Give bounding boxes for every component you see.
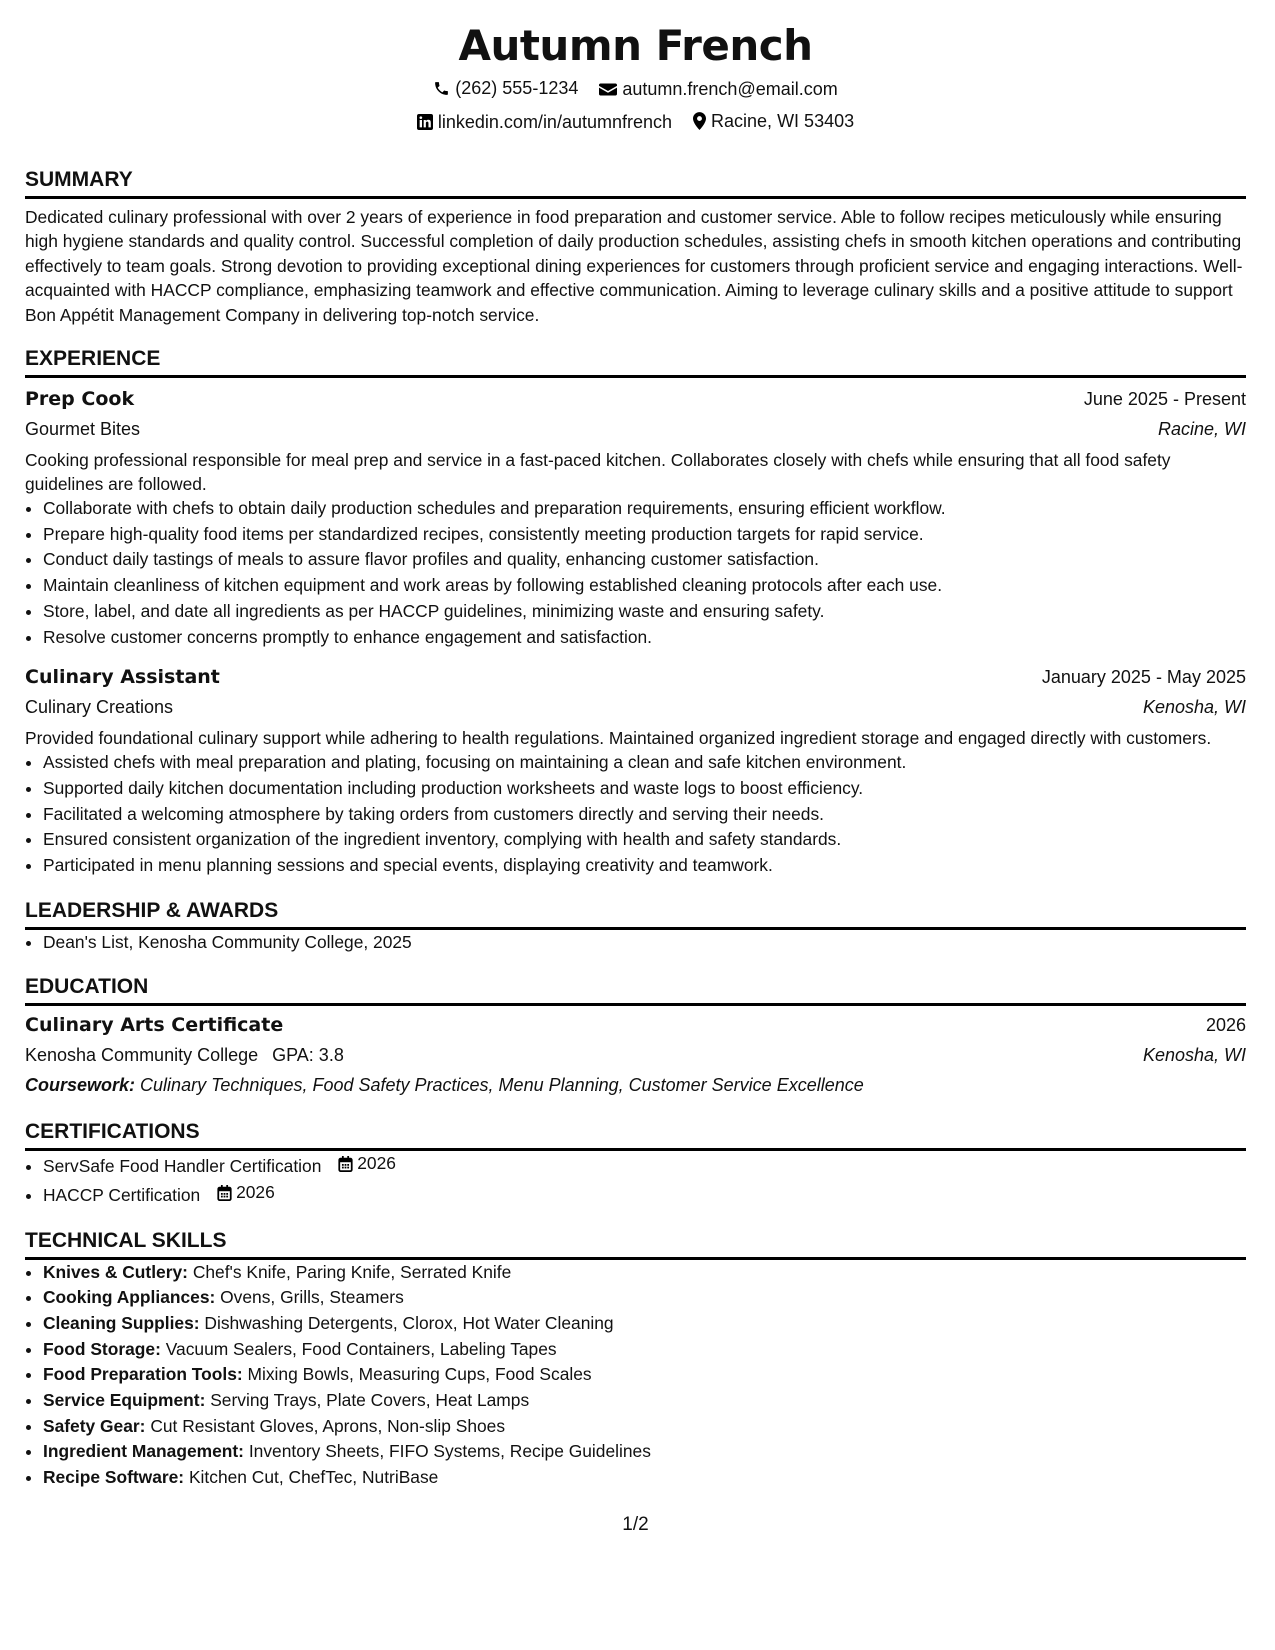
summary-section	[25, 168, 1246, 328]
job-title: Prep Cook	[25, 388, 135, 410]
list-item	[43, 1465, 1246, 1491]
skill-value: Mixing Bowls, Measuring Cups, Food Scales	[247, 1364, 592, 1385]
contact-line-2	[25, 111, 1246, 134]
skill-value: Kitchen Cut, ChefTec, NutriBase	[188, 1467, 439, 1488]
coursework	[25, 1070, 1246, 1100]
list-item	[43, 1285, 1246, 1311]
list-item: • Maintain cleanliness of kitchen equipment and work areas by following established cleaning protocols after each use.	[43, 573, 1246, 599]
job-location: Kenosha, WI	[1142, 697, 1246, 718]
job-bullets	[25, 750, 1246, 879]
skill-value: Ovens, Grills, Steamers	[220, 1287, 404, 1308]
job-dates: January 2025 - May 2025	[1041, 667, 1246, 688]
job-description: Provided foundational culinary support while adhering to health regulations. Maintained organized ingredient storage and engaged directly with customers.	[25, 728, 1212, 749]
list-item: • Participated in menu planning sessions and special events, displaying creativity and teamwork.	[43, 853, 1246, 879]
list-item	[43, 1388, 1246, 1414]
section-title-summary: SUMMARY	[25, 168, 1246, 199]
list-item	[43, 1180, 1246, 1209]
resume-page	[25, 20, 1246, 1535]
phone-contact	[433, 78, 578, 98]
cert-name: HACCP Certification	[43, 1184, 201, 1205]
certifications-section	[25, 1120, 1246, 1208]
certifications-list	[25, 1151, 1246, 1208]
list-item: • Conduct daily tastings of meals to assure flavor profiles and quality, enhancing customer satisfaction.	[43, 547, 1246, 573]
section-title-leadership: LEADERSHIP & AWARDS	[25, 899, 1246, 930]
leadership-list	[25, 930, 1246, 956]
list-item: • Collaborate with chefs to obtain daily production schedules and preparation requirements, ensuring efficient workflow.	[43, 496, 1246, 522]
list-item: • Assisted chefs with meal preparation and plating, focusing on maintaining a clean and safe kitchen environment.	[43, 750, 1246, 776]
job-company: Culinary Creations	[25, 697, 174, 718]
job-entry	[25, 662, 1246, 879]
degree-title: Culinary Arts Certificate	[25, 1014, 284, 1037]
candidate-name: Autumn French	[458, 21, 813, 70]
skill-label: Cleaning Supplies:	[43, 1312, 200, 1333]
gpa: GPA: 3.8	[272, 1045, 344, 1066]
skill-label: Service Equipment:	[43, 1390, 206, 1411]
education-year: 2026	[1205, 1015, 1246, 1036]
calendar-icon	[217, 1185, 232, 1201]
skill-value: Dishwashing Detergents, Clorox, Hot Water Cleaning	[204, 1312, 614, 1333]
email-text[interactable]: autumn.french@email.com	[622, 79, 838, 99]
experience-section	[25, 347, 1246, 879]
list-item	[43, 1337, 1246, 1363]
section-title-experience: EXPERIENCE	[25, 347, 1246, 378]
calendar-icon	[338, 1156, 353, 1172]
section-title-certifications: CERTIFICATIONS	[25, 1120, 1246, 1151]
contact-line-1	[25, 78, 1246, 101]
linkedin-contact[interactable]	[417, 112, 672, 132]
skill-label: Cooking Appliances:	[43, 1287, 216, 1308]
list-item: • Ensured consistent organization of the ingredient inventory, complying with health and safety standards.	[43, 827, 1246, 853]
skills-section	[25, 1229, 1246, 1491]
coursework-list: Culinary Techniques, Food Safety Practices, Menu Planning, Customer Service Excellence	[140, 1075, 864, 1096]
skill-label: Food Preparation Tools:	[43, 1364, 243, 1385]
list-item: • Resolve customer concerns promptly to enhance engagement and satisfaction.	[43, 625, 1246, 651]
list-item	[43, 1362, 1246, 1388]
cert-year: 2026	[236, 1181, 275, 1202]
skill-value: Serving Trays, Plate Covers, Heat Lamps	[210, 1390, 530, 1411]
list-item: • Prepare high-quality food items per standardized recipes, consistently meeting production targets for rapid service.	[43, 522, 1246, 548]
job-bullets	[25, 496, 1246, 650]
envelope-icon	[599, 82, 617, 97]
list-item	[43, 1414, 1246, 1440]
education-location: Kenosha, WI	[1142, 1045, 1246, 1066]
leadership-section	[25, 899, 1246, 956]
job-title: Culinary Assistant	[25, 666, 220, 689]
phone-icon	[433, 80, 450, 97]
skill-value: Chef's Knife, Paring Knife, Serrated Knife	[192, 1261, 512, 1282]
skill-value: Vacuum Sealers, Food Containers, Labeling Tapes	[165, 1338, 557, 1359]
map-pin-icon	[693, 112, 706, 130]
skill-label: Recipe Software:	[43, 1467, 185, 1488]
education-section	[25, 975, 1246, 1100]
skill-label: Ingredient Management:	[43, 1441, 244, 1462]
phone-text: (262) 555-1234	[455, 78, 579, 98]
skill-value: Inventory Sheets, FIFO Systems, Recipe Guidelines	[248, 1441, 651, 1462]
list-item: • Supported daily kitchen documentation including production worksheets and waste logs to boost efficiency.	[43, 776, 1246, 802]
skill-label: Knives & Cutlery:	[43, 1261, 188, 1282]
school-name: Kenosha Community College	[25, 1045, 259, 1066]
skill-label: Safety Gear:	[43, 1415, 146, 1436]
job-description: Cooking professional responsible for meal prep and service in a fast-paced kitchen. Collaborates closely with chefs while ensuring that all food safety guidelines are followed.	[25, 450, 1171, 494]
coursework-label: Coursework:	[25, 1075, 136, 1096]
list-item: • Store, label, and date all ingredients as per HACCP guidelines, minimizing waste and ensuring safety.	[43, 599, 1246, 625]
job-entry	[25, 384, 1246, 650]
skills-list	[25, 1260, 1246, 1491]
list-item	[43, 1260, 1246, 1286]
skill-value: Cut Resistant Gloves, Aprons, Non-slip Shoes	[150, 1415, 506, 1436]
job-company: Gourmet Bites	[25, 419, 141, 439]
section-title-skills: TECHNICAL SKILLS	[25, 1229, 1246, 1260]
summary-text: Dedicated culinary professional with over 2 years of experience in food preparation and customer service. Able to follow recipes meticulously while ensuring high hygiene standards and quality control. Successful completion of daily production schedules, assisting chefs in smooth kitchen operations and contributing effectively to team goals. Strong devotion to providing exceptional dining experiences for customers through proficient service and engaging interactions. Well-acquainted with HACCP compliance, emphasizing teamwork and effective communication. Aiming to leverage culinary skills and a positive attitude to support Bon Appétit Management Company in delivering top-notch service.	[25, 206, 1243, 325]
skill-label: Food Storage:	[43, 1338, 161, 1359]
page-number: 1/2	[622, 1514, 649, 1535]
list-item	[43, 1151, 1246, 1180]
job-location: Racine, WI	[1157, 419, 1246, 439]
location-text: Racine, WI 53403	[711, 110, 855, 131]
location-contact	[693, 111, 854, 131]
cert-year: 2026	[357, 1153, 396, 1174]
email-contact[interactable]	[599, 79, 837, 99]
list-item	[43, 1311, 1246, 1337]
section-title-education: EDUCATION	[25, 975, 1246, 1006]
linkedin-icon	[417, 114, 433, 130]
cert-name: ServSafe Food Handler Certification	[43, 1156, 322, 1177]
linkedin-text[interactable]: linkedin.com/in/autumnfrench	[437, 111, 673, 132]
job-dates: June 2025 - Present	[1083, 389, 1246, 409]
list-item	[43, 1439, 1246, 1465]
list-item: • Dean's List, Kenosha Community College, 2025	[43, 930, 1246, 956]
list-item: • Facilitated a welcoming atmosphere by taking orders from customers directly and serving their needs.	[43, 802, 1246, 828]
